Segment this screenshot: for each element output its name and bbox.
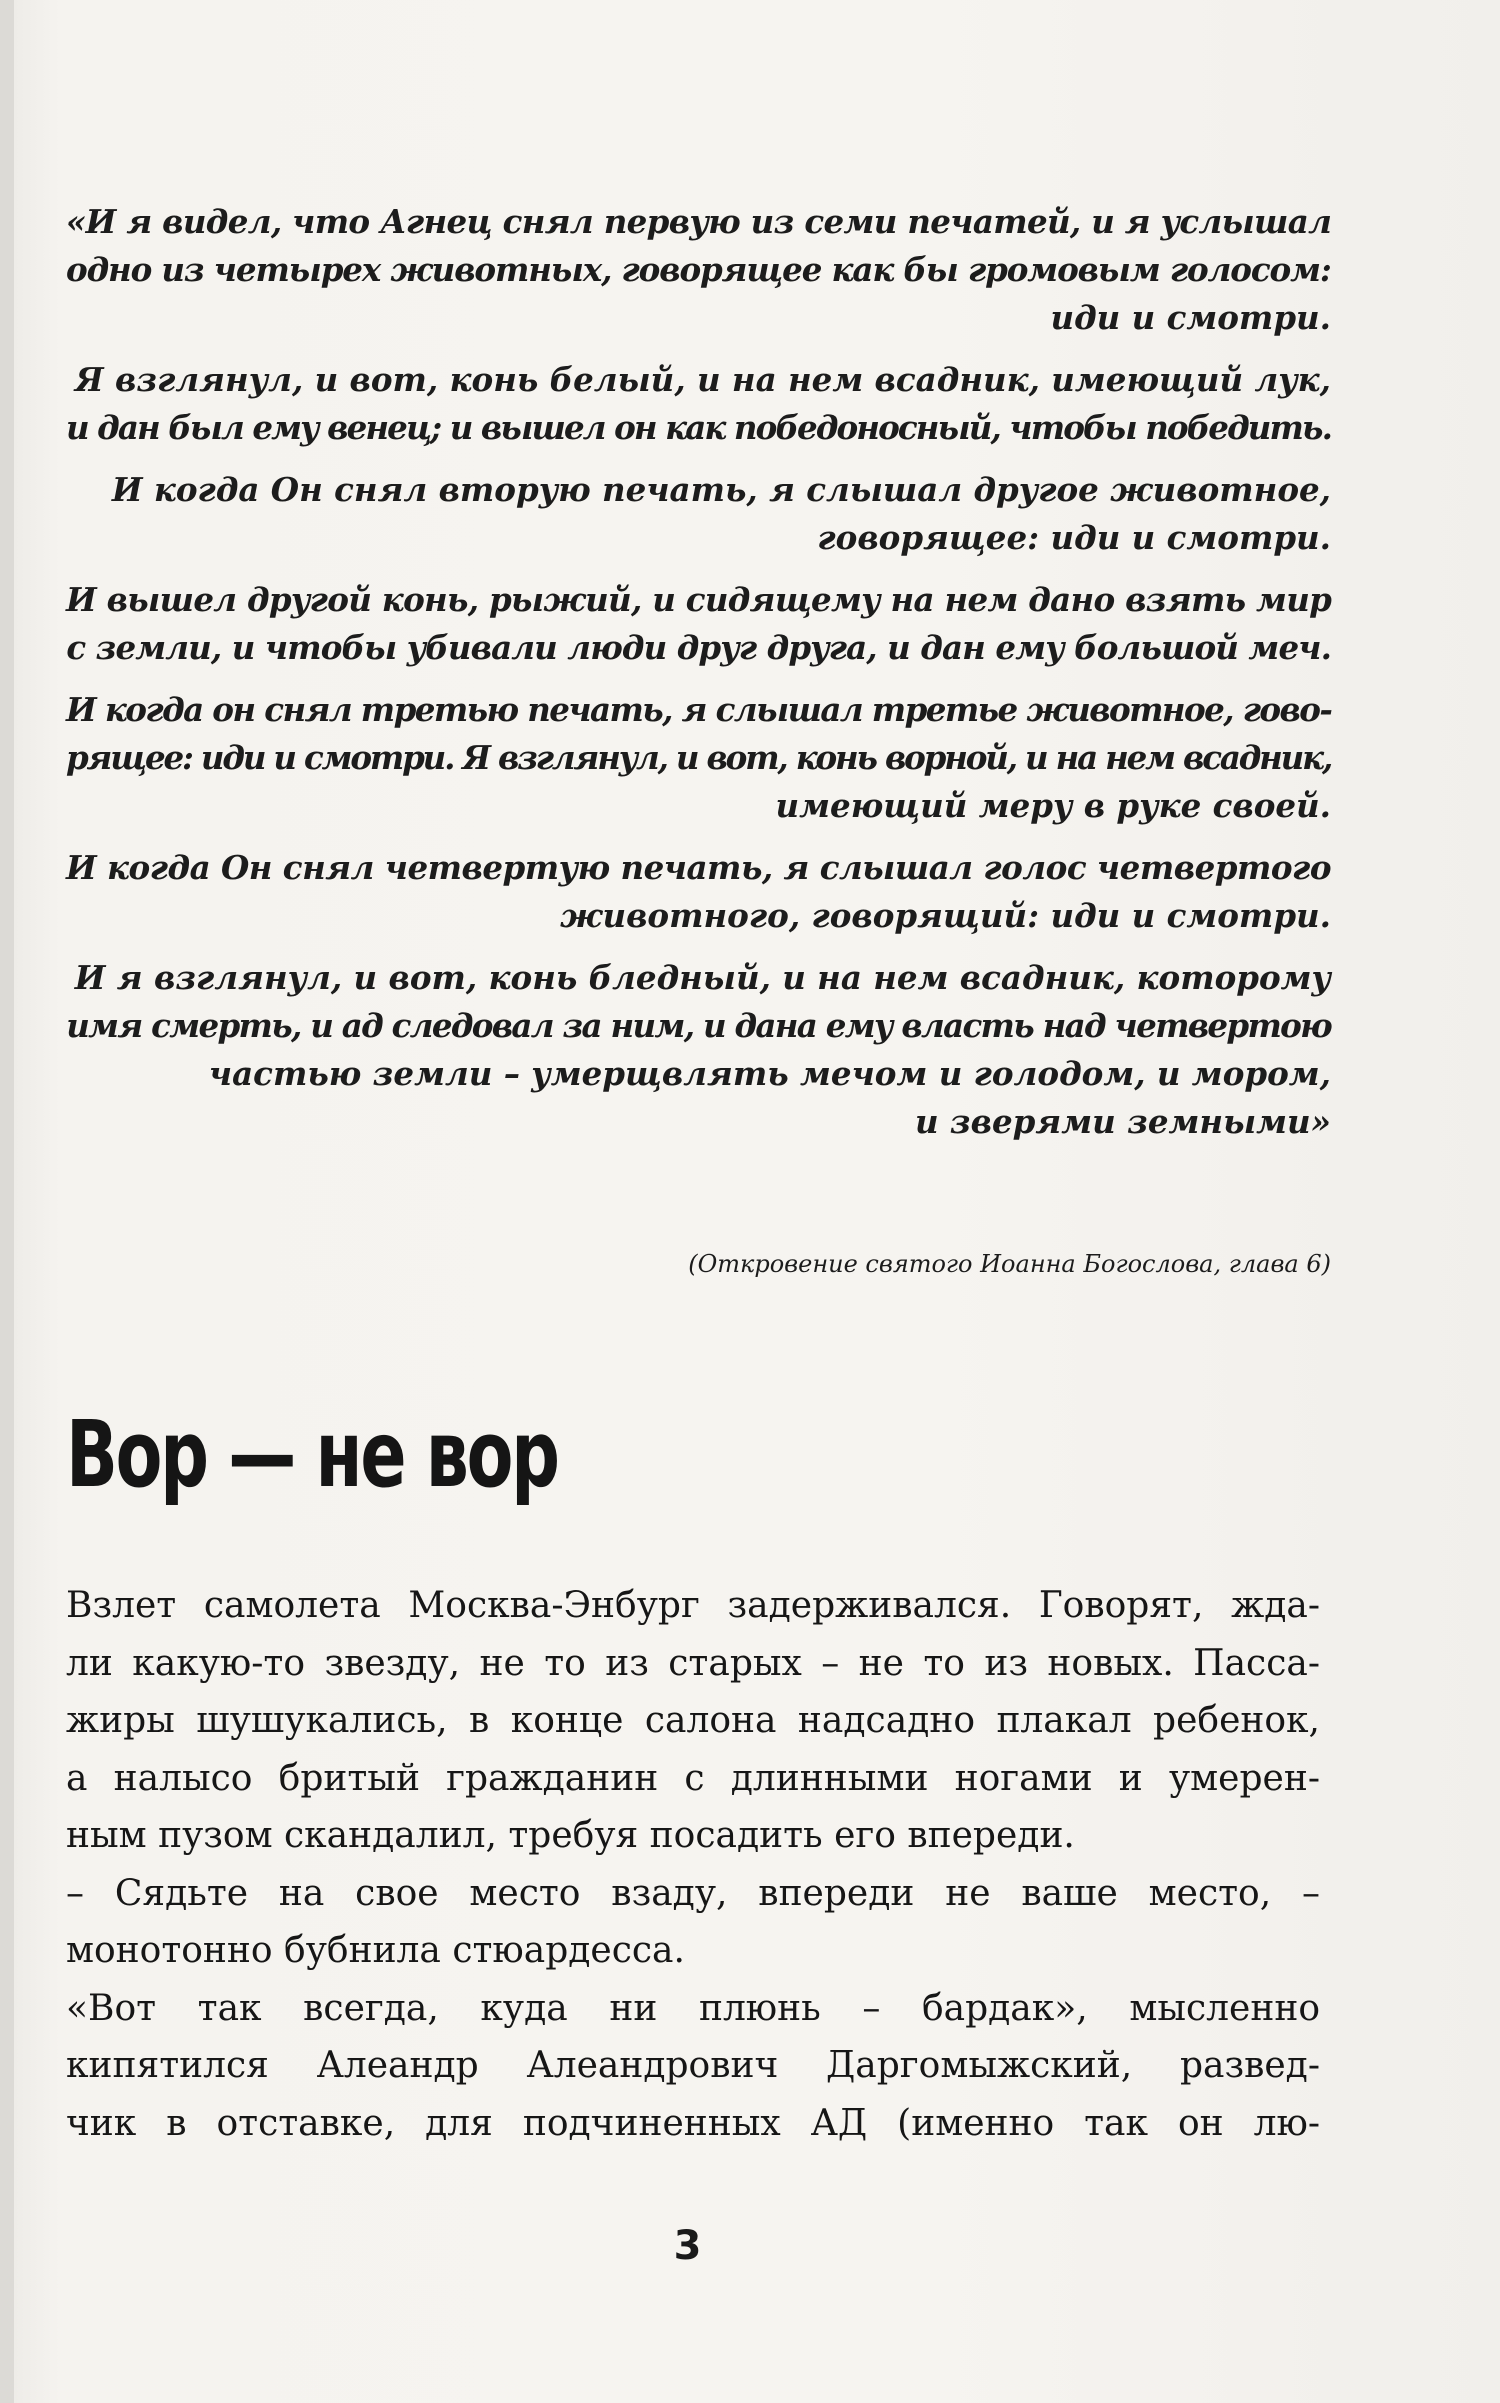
- epigraph-line: имя смерть, и ад следовал за ним, и дана ему власть над четвертою: [66, 1006, 1331, 1045]
- epigraph-line: и дан был ему венец; и вышел он как победоносный, чтобы победить.: [66, 408, 1332, 447]
- epigraph-line: И когда Он снял вторую печать, я слышал другое животное,: [111, 470, 1331, 509]
- page-edge-shadow: [0, 0, 14, 2403]
- epigraph-line: И когда он снял третью печать, я слышал третье животное, гово-: [66, 690, 1332, 729]
- epigraph-line: животного, говорящий: иди и смотри.: [560, 896, 1331, 935]
- epigraph-line: с земли, и чтобы убивали люди друг друга, и дан ему большой меч.: [66, 628, 1331, 667]
- epigraph: [66, 198, 1331, 1146]
- epigraph-line: И вышел другой конь, рыжий, и сидящему на нем дано взять мир: [66, 580, 1332, 619]
- epigraph-line: Я взглянул, и вот, конь белый, и на нем всадник, имеющий лук,: [75, 360, 1331, 399]
- epigraph-line: И я взглянул, и вот, конь бледный, и на нем всадник, которому: [74, 958, 1331, 997]
- body-line: ным пузом скандалил, требуя посадить его впереди.: [66, 1815, 1075, 1856]
- chapter-title: Вор — не вор: [66, 1401, 558, 1508]
- epigraph-line: одно из четырех животных, говорящее как бы громовым голосом:: [66, 250, 1331, 289]
- epigraph-line: И когда Он снял четвертую печать, я слышал голос четвертого: [66, 848, 1331, 887]
- body-text: [66, 1577, 1320, 2152]
- body-line: ли какую-то звезду, не то из старых – не то из новых. Пасса-: [66, 1642, 1320, 1684]
- body-line: чик в отставке, для подчиненных АД (именно так он лю-: [66, 2102, 1320, 2144]
- epigraph-line: и зверями земными»: [914, 1102, 1331, 1141]
- page-number: 3: [673, 2223, 702, 2269]
- epigraph-source: (Откровение святого Иоанна Богослова, глава 6): [688, 1250, 1331, 1278]
- epigraph-line: «И я видел, что Агнец снял первую из семи печатей, и я услышал: [66, 202, 1332, 241]
- body-line: монотонно бубнила стюардесса.: [66, 1930, 685, 1971]
- epigraph-line: иди и смотри.: [1050, 298, 1331, 337]
- body-line: «Вот так всегда, куда ни плюнь – бардак», мысленно: [66, 1987, 1320, 2029]
- body-line: Взлет самолета Москва-Энбург задерживался. Говорят, жда-: [66, 1585, 1320, 1626]
- body-line: – Сядьте на свое место взаду, впереди не ваше место, –: [66, 1872, 1320, 1914]
- epigraph-line: говорящее: иди и смотри.: [817, 518, 1331, 557]
- epigraph-line: рящее: иди и смотри. Я взглянул, и вот, конь ворной, и на нем всадник,: [66, 738, 1332, 777]
- body-line: жиры шушукались, в конце салона надсадно плакал ребенок,: [66, 1700, 1320, 1741]
- epigraph-line: имеющий меру в руке своей.: [775, 786, 1331, 825]
- body-line: кипятился Алеандр Алеандрович Даргомыжский, развед-: [66, 2045, 1320, 2086]
- epigraph-line: частью земли – умерщвлять мечом и голодом, и мором,: [208, 1054, 1331, 1093]
- body-line: а налысо бритый гражданин с длинными ногами и умерен-: [66, 1757, 1320, 1799]
